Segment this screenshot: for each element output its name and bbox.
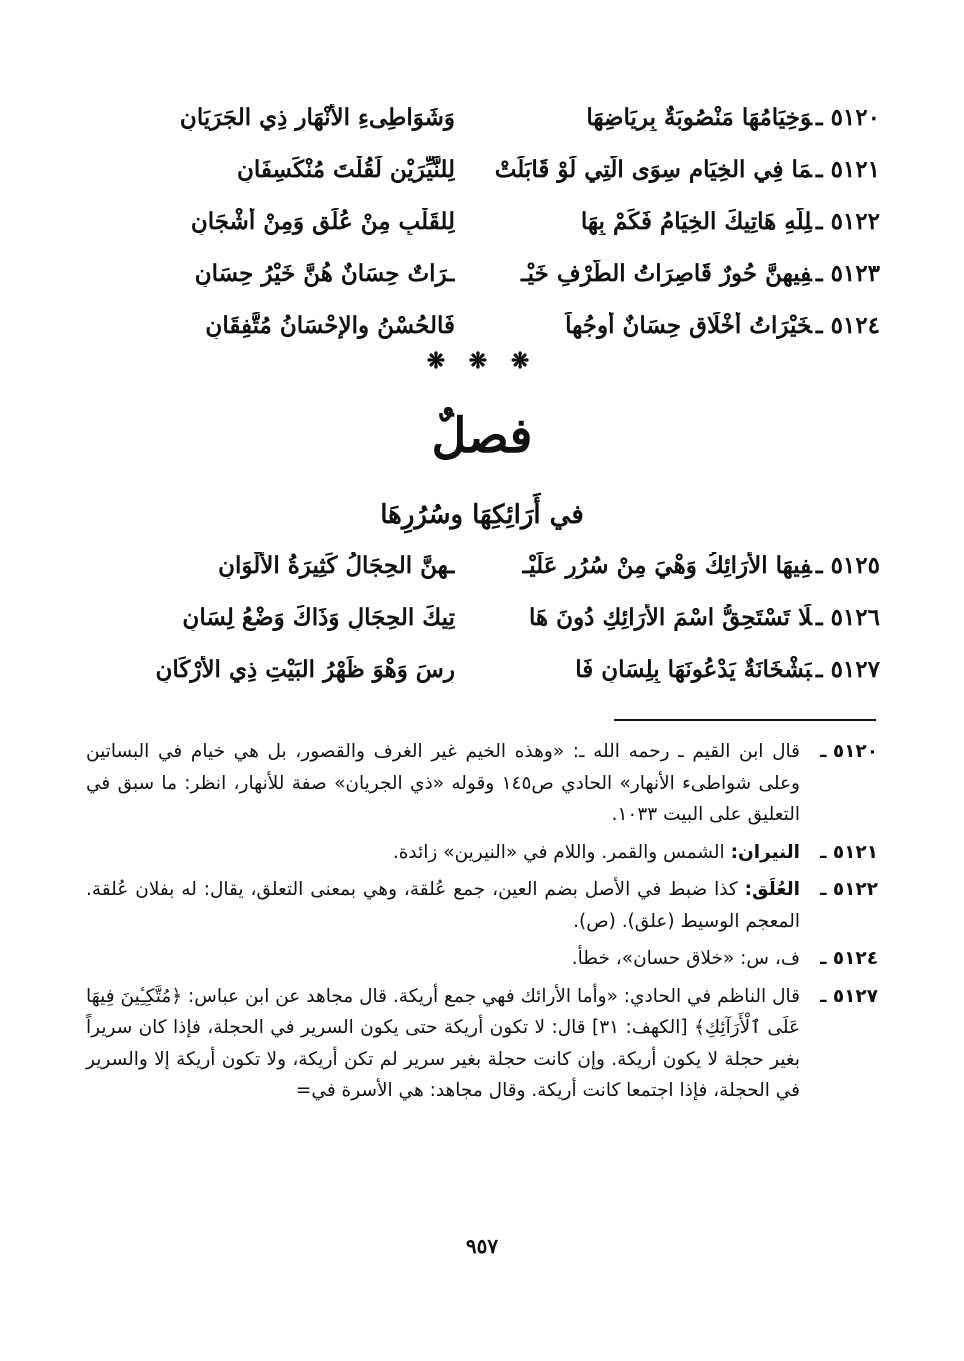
verse-first-hemistich: بَشْخَانَةٌ يَدْعُونَهَا بِلِسَانِ فَا: [575, 656, 812, 683]
footnote: [86, 874, 878, 937]
footnote-text: قال الناظم في الحادي: «وأما الأرائك فهي جمع أريكة. قال مجاهد عن ابن عباس: ﴿مُتَّكِـِٔينَ فِيهَا عَلَى ٱلْأَرَآئِكِ﴾ [الكهف: ٣١] قال: لا تكون أريكة حتى يكون السرير في الحجلة، فإذا كان سريراً بغير حجلة لا يكون أريكة. وإن كانت حجلة بغير سرير لم تكن أريكة، ولا تكون أريكة إلا والسرير في الحجلة، فإذا اجتمعا كانت أريكة. وقال مجاهد: هي الأسرة في=: [86, 985, 800, 1101]
footnote-number: ٥١٢١ ـ: [820, 841, 878, 863]
verse-second-hemistich: وَشَوَاطِىءِ الأَنْهَارِ ذِي الجَرَيَانِ: [179, 104, 455, 131]
footnote-number: ٥١٢٢ ـ: [820, 879, 878, 900]
verses-top: [80, 104, 880, 364]
verse-number: ٥١٢١ ـ: [815, 156, 880, 183]
verse-number: ٥١٢٧ ـ: [815, 656, 880, 683]
footnote-text: كذا ضبط في الأصل بضم العين، جمع عُلقة، وهي بمعنى التعلق، يقال: له بفلان عُلقة. المعجم الوسيط (علق). (ص).: [86, 879, 800, 932]
section-title: فصلٌ: [431, 408, 533, 464]
verse-number: ٥١٢٥ ـ: [815, 552, 880, 579]
verse-number: ٥١٢٣ ـ: [815, 260, 880, 287]
verse-second-hemistich: لِلقَلْبِ مِنْ عُلَقٍ وَمِنْ أَشْجَانِ: [190, 208, 455, 235]
verse-first-hemistich: خَيْرَاتُ أَخْلَاقٍ حِسَانٌ أَوجُهاً: [565, 312, 812, 339]
footnote: [86, 981, 878, 1107]
footnote: [86, 943, 878, 975]
footnote-text: الشمس والقمر. واللام في «النيرين» زائدة.: [392, 841, 731, 863]
verse-line: [80, 156, 880, 208]
verse-first-hemistich: فِيهِنَّ حُورٌ قَاصِرَاتُ الطَّرْفِ خَيْـ: [520, 260, 812, 287]
verse-line: [80, 260, 880, 312]
footnote-text: ف، س: «خلاق حسان»، خطأ.: [571, 948, 800, 969]
footnote-number: ٥١٢٠ ـ: [820, 741, 878, 762]
page-number: ٩٥٧: [465, 1234, 499, 1258]
verse-second-hemistich: فَالحُسْنُ والإِحْسَانُ مُتَّفِقَانِ: [205, 312, 455, 339]
verse-number: ٥١٢٤ ـ: [815, 312, 880, 339]
footnote-number: ٥١٢٤ ـ: [820, 948, 878, 969]
verse-line: [80, 104, 880, 156]
verse-line: [80, 656, 880, 708]
verse-second-hemistich: تِيكَ الحِجَالِ وَذَاكَ وَضْعُ لِسَانِ: [182, 604, 455, 631]
verse-second-hemistich: ـهِنَّ الحِجَالُ كَثِيرَةُ الأَلْوَانِ: [218, 552, 455, 579]
verse-line: [80, 208, 880, 260]
footnote-text: قال ابن القيم ـ رحمه الله ـ: «وهذه الخيم غير الغرف والقصور، بل هي خيام في البساتين وعلى شواطىء الأنهار» الحادي ص١٤٥ وقوله «ذي الجريان» صفة للأنهار، انظر: ما سبق في التعليق على البيت ١٠٣٣.: [86, 741, 800, 825]
footnote-divider: [614, 719, 876, 721]
section-separator-stars: ❋ ❋ ❋: [426, 348, 538, 374]
footnote: [86, 837, 878, 869]
verse-second-hemistich: ـرَاتٌ حِسَانٌ هُنَّ خَيْرُ حِسَانِ: [194, 260, 455, 287]
footnote-number: ٥١٢٧ ـ: [820, 985, 878, 1007]
verse-first-hemistich: فِيهَا الأَرَائِكُ وَهْيَ مِنْ سُرُرٍ عَلَيْـ: [522, 552, 812, 579]
verse-number: ٥١٢٢ ـ: [815, 208, 880, 235]
verse-line: [80, 604, 880, 656]
verse-first-hemistich: لِلَّهِ هَاتِيكَ الخِيَامُ فَكَمْ بِهَا: [580, 208, 812, 235]
verse-number: ٥١٢٦ ـ: [815, 604, 880, 631]
verse-number: ٥١٢٠ ـ: [815, 104, 880, 131]
footnote-term: العُلَق:: [744, 879, 800, 900]
footnote-term: النيران:: [730, 841, 800, 863]
verses-bottom: [80, 552, 880, 708]
verse-line: [80, 552, 880, 604]
footnote: [86, 736, 878, 831]
verse-second-hemistich: رِسَ وَهْوَ ظَهْرُ البَيْتِ ذِي الأَرْكَانِ: [155, 656, 455, 683]
footnotes: [86, 736, 878, 1113]
verse-first-hemistich: مَا فِي الخِيَامِ سِوَى الَّتِي لَوْ قَابَلَتْ: [494, 156, 812, 183]
verse-first-hemistich: لَا تَسْتَحِقُّ اسْمَ الأَرَائِكِ دُونَ هَا: [529, 604, 812, 631]
verse-second-hemistich: لِلنَّيِّرَيْنِ لَقُلْتَ مُنْكَسِفَانِ: [237, 156, 455, 183]
verse-first-hemistich: وَخِيَامُهَا مَنْصُوبَةٌ بِرِيَاضِهَا: [586, 104, 812, 131]
section-subtitle: في أَرَائِكِهَا وسُرُرِهَا: [380, 500, 584, 530]
